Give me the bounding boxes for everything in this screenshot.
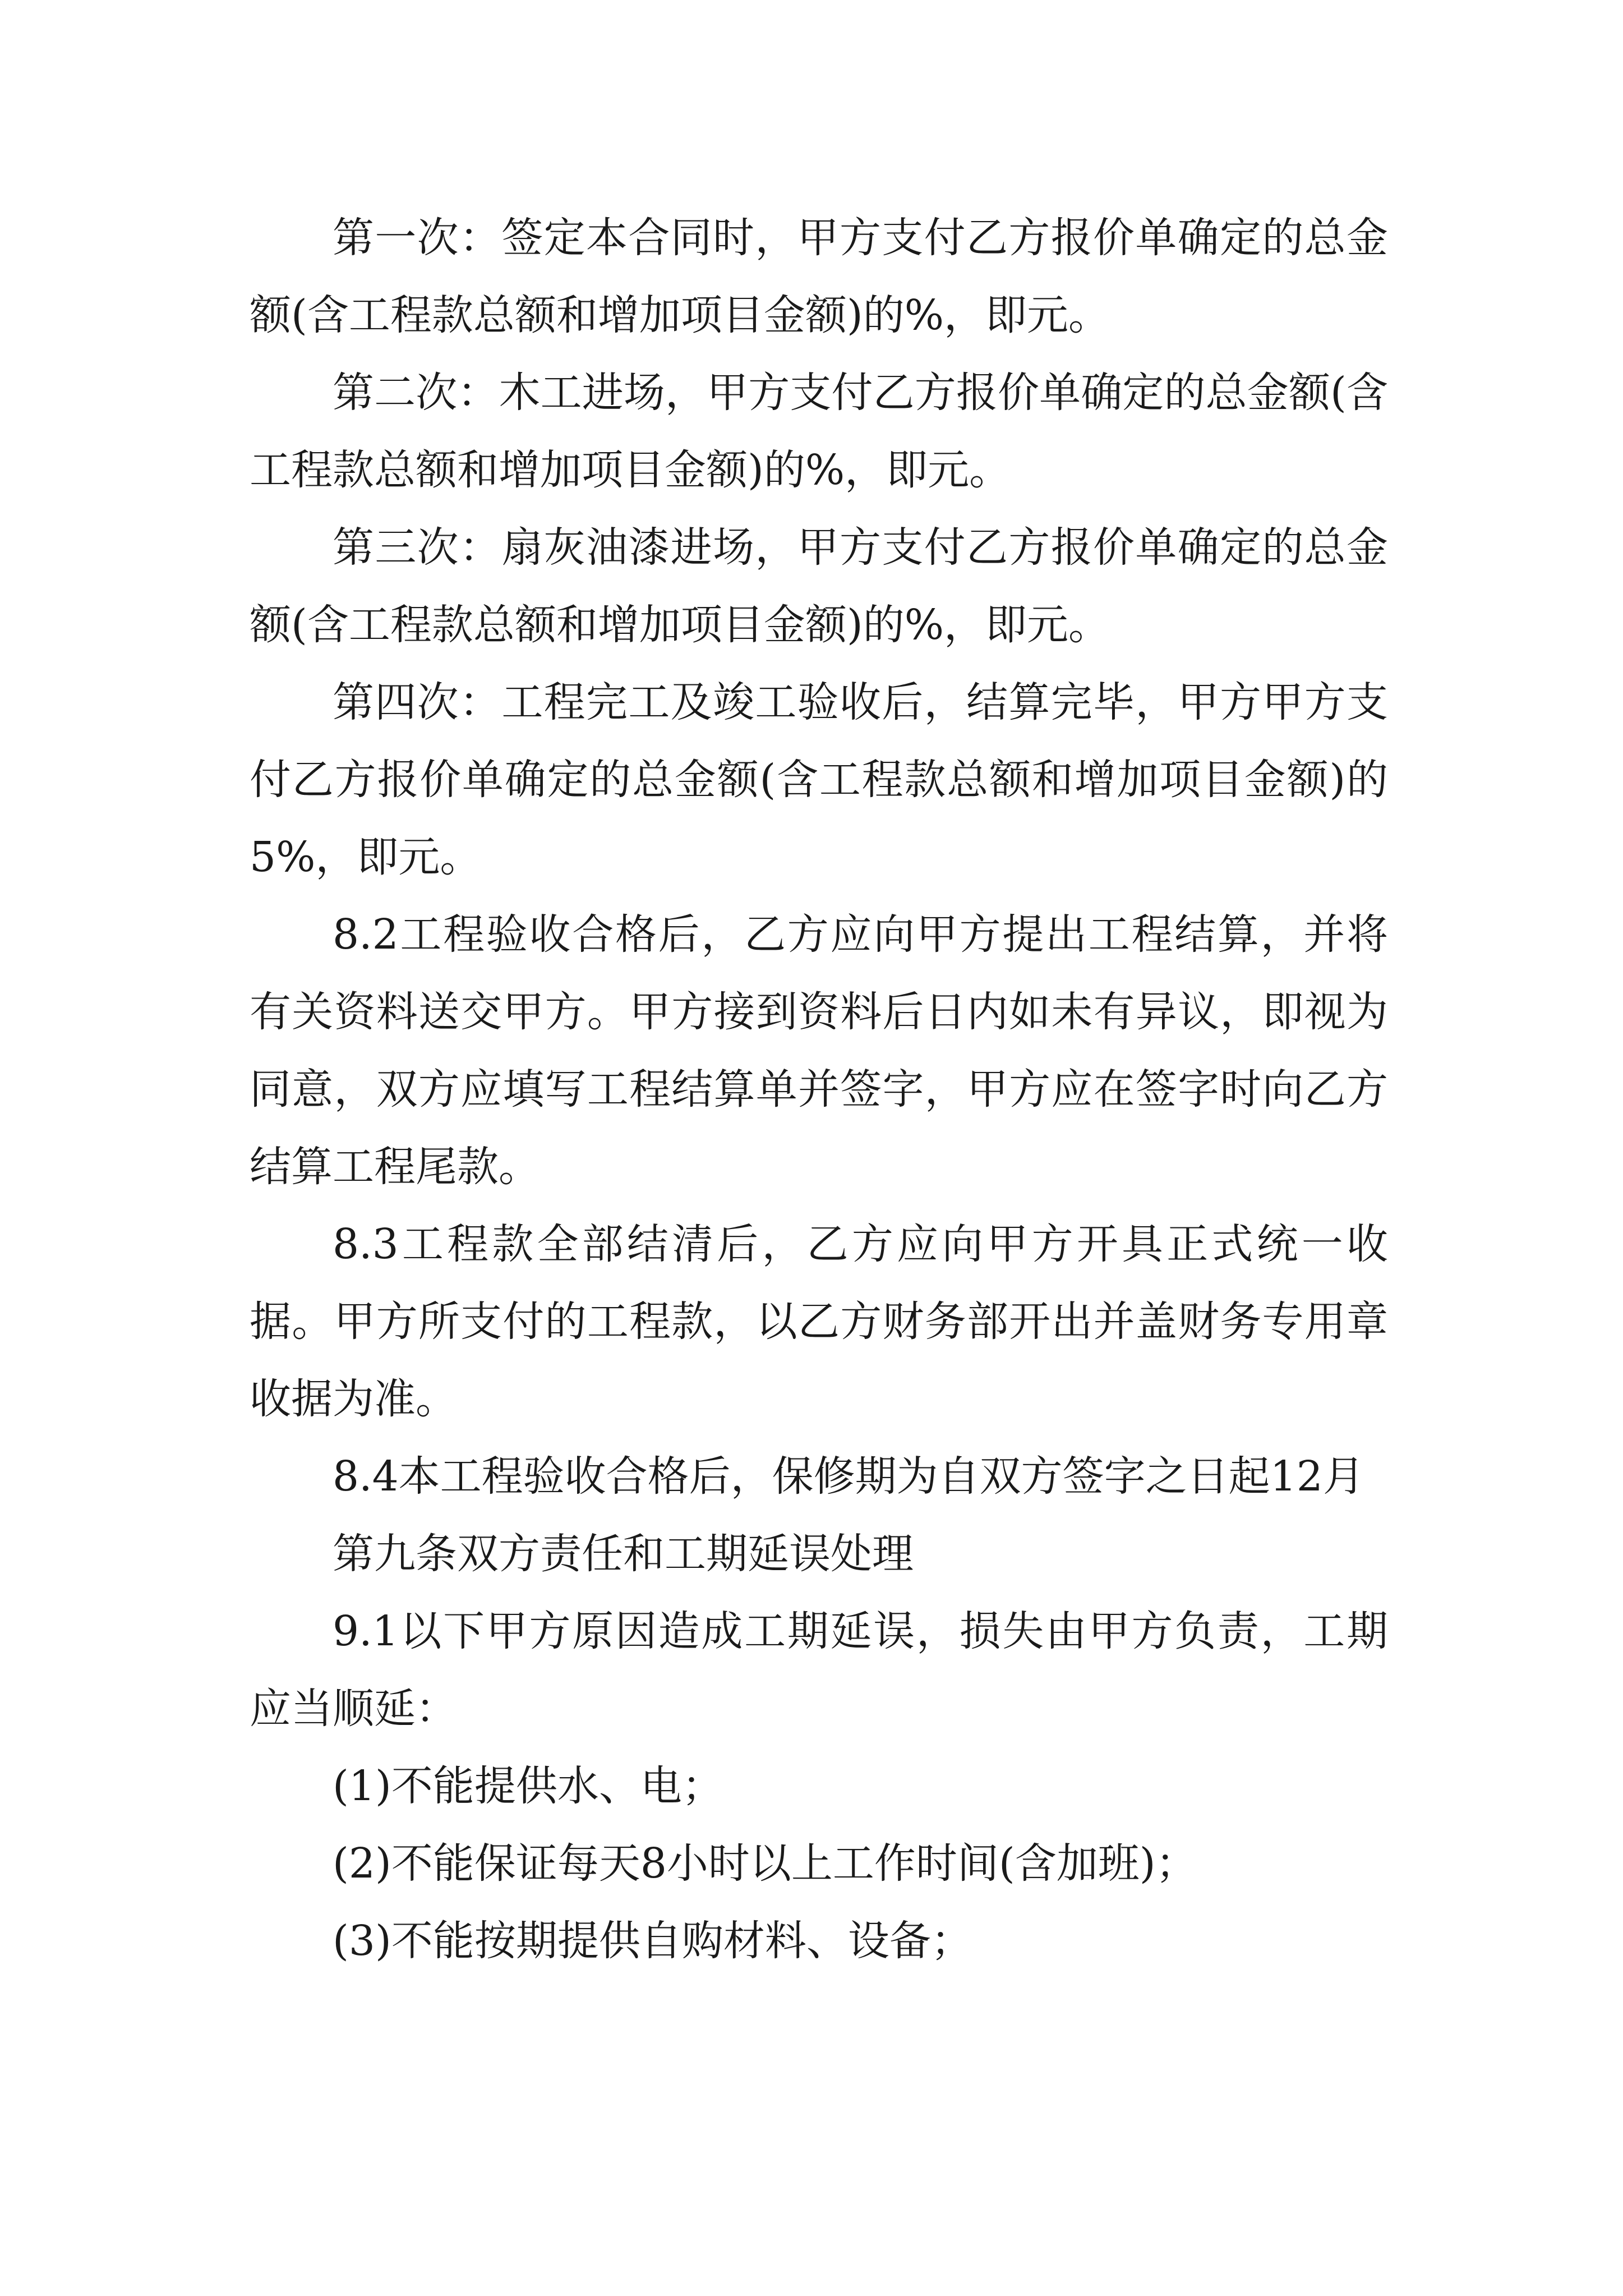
clause-9-1-item-1: (1)不能提供水、电； xyxy=(333,1762,723,1810)
clause-9-1-item-2: (2)不能保证每天8小时以上工作时间(含加班)； xyxy=(333,1839,1197,1888)
payment-second-installment: 第二次：木工进场，甲方支付乙方报价单确定的总金额(含工程款总额和增加项目金额)的%，即元。 xyxy=(250,369,1388,494)
clause-9-1-item-3: (3)不能按期提供自购材料、设备； xyxy=(333,1917,972,1965)
payment-first-installment: 第一次：签定本合同时，甲方支付乙方报价单确定的总金额(含工程款总额和增加项目金额)的%，即元。 xyxy=(250,214,1388,339)
clause-8-3: 8.3工程款全部结清后，乙方应向甲方开具正式统一收据。甲方所支付的工程款，以乙方财务部开出并盖财务专用章收据为准。 xyxy=(250,1220,1388,1423)
clause-9-1: 9.1以下甲方原因造成工期延误，损失由甲方负责，工期应当顺延： xyxy=(250,1607,1388,1733)
payment-third-installment: 第三次：扇灰油漆进场，甲方支付乙方报价单确定的总金额(含工程款总额和增加项目金额)的%，即元。 xyxy=(250,523,1388,649)
payment-fourth-installment: 第四次：工程完工及竣工验收后，结算完毕，甲方甲方支付乙方报价单确定的总金额(含工程款总额和增加项目金额)的5%，即元。 xyxy=(250,678,1388,881)
clause-8-2: 8.2工程验收合格后，乙方应向甲方提出工程结算，并将有关资料送交甲方。甲方接到资料后日内如未有异议，即视为同意，双方应填写工程结算单并签字，甲方应在签字时向乙方结算工程尾款。 xyxy=(250,910,1388,1191)
article-9-heading: 第九条双方责任和工期延误处理 xyxy=(333,1530,914,1578)
clause-8-4: 8.4本工程验收合格后，保修期为自双方签字之日起12月 xyxy=(333,1452,1364,1501)
document-body xyxy=(250,199,1388,1980)
